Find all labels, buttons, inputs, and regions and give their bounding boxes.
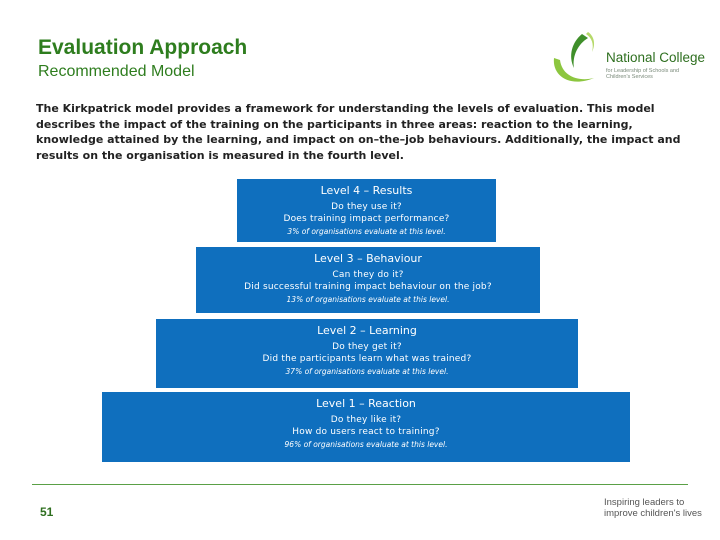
- footer-divider: [32, 484, 688, 485]
- level-question: Did successful training impact behaviour on the job?: [244, 282, 492, 292]
- logo-name: National College: [606, 50, 706, 65]
- level-1-box: [102, 392, 630, 462]
- slide-subtitle: Recommended Model: [38, 63, 195, 80]
- level-statistic: 3% of organisations evaluate at this level.: [287, 227, 446, 236]
- level-statistic: 37% of organisations evaluate at this level.: [285, 367, 449, 376]
- logo-tagline: for Leadership of Schools and Children's Services: [606, 68, 680, 80]
- level-statistic: 96% of organisations evaluate at this level.: [284, 440, 448, 449]
- level-statistic: 13% of organisations evaluate at this level.: [286, 295, 450, 304]
- level-4-box: [237, 179, 496, 242]
- level-title: Level 4 – Results: [320, 184, 413, 197]
- footer-tagline: Inspiring leaders to improve children's lives: [604, 497, 702, 519]
- level-question: Do they get it?: [332, 342, 402, 352]
- page-number: 51: [40, 505, 54, 519]
- slide-title: Evaluation Approach: [38, 36, 248, 59]
- level-question: Do they like it?: [330, 415, 402, 425]
- level-2-box: [156, 319, 578, 388]
- swoosh-logo-icon: [548, 28, 608, 88]
- level-title: Level 2 – Learning: [317, 324, 417, 337]
- level-3-box: [196, 247, 540, 313]
- level-title: Level 1 – Reaction: [316, 397, 416, 410]
- intro-paragraph: The Kirkpatrick model provides a framework for understanding the levels of evaluation. This model describes the impact of the training on the participants in three areas: reaction to the learning, knowledge attained by the learning, and impact on on–the–job behaviours. Additionally, the impact and results on the organisation is measured in the fourth level.: [36, 102, 681, 162]
- level-title: Level 3 – Behaviour: [314, 252, 422, 265]
- level-question: Did the participants learn what was trained?: [262, 354, 472, 364]
- level-question: How do users react to training?: [292, 427, 440, 437]
- national-college-logo: [548, 28, 706, 88]
- level-question: Do they use it?: [331, 202, 402, 212]
- level-question: Can they do it?: [332, 270, 404, 280]
- level-question: Does training impact performance?: [283, 214, 450, 224]
